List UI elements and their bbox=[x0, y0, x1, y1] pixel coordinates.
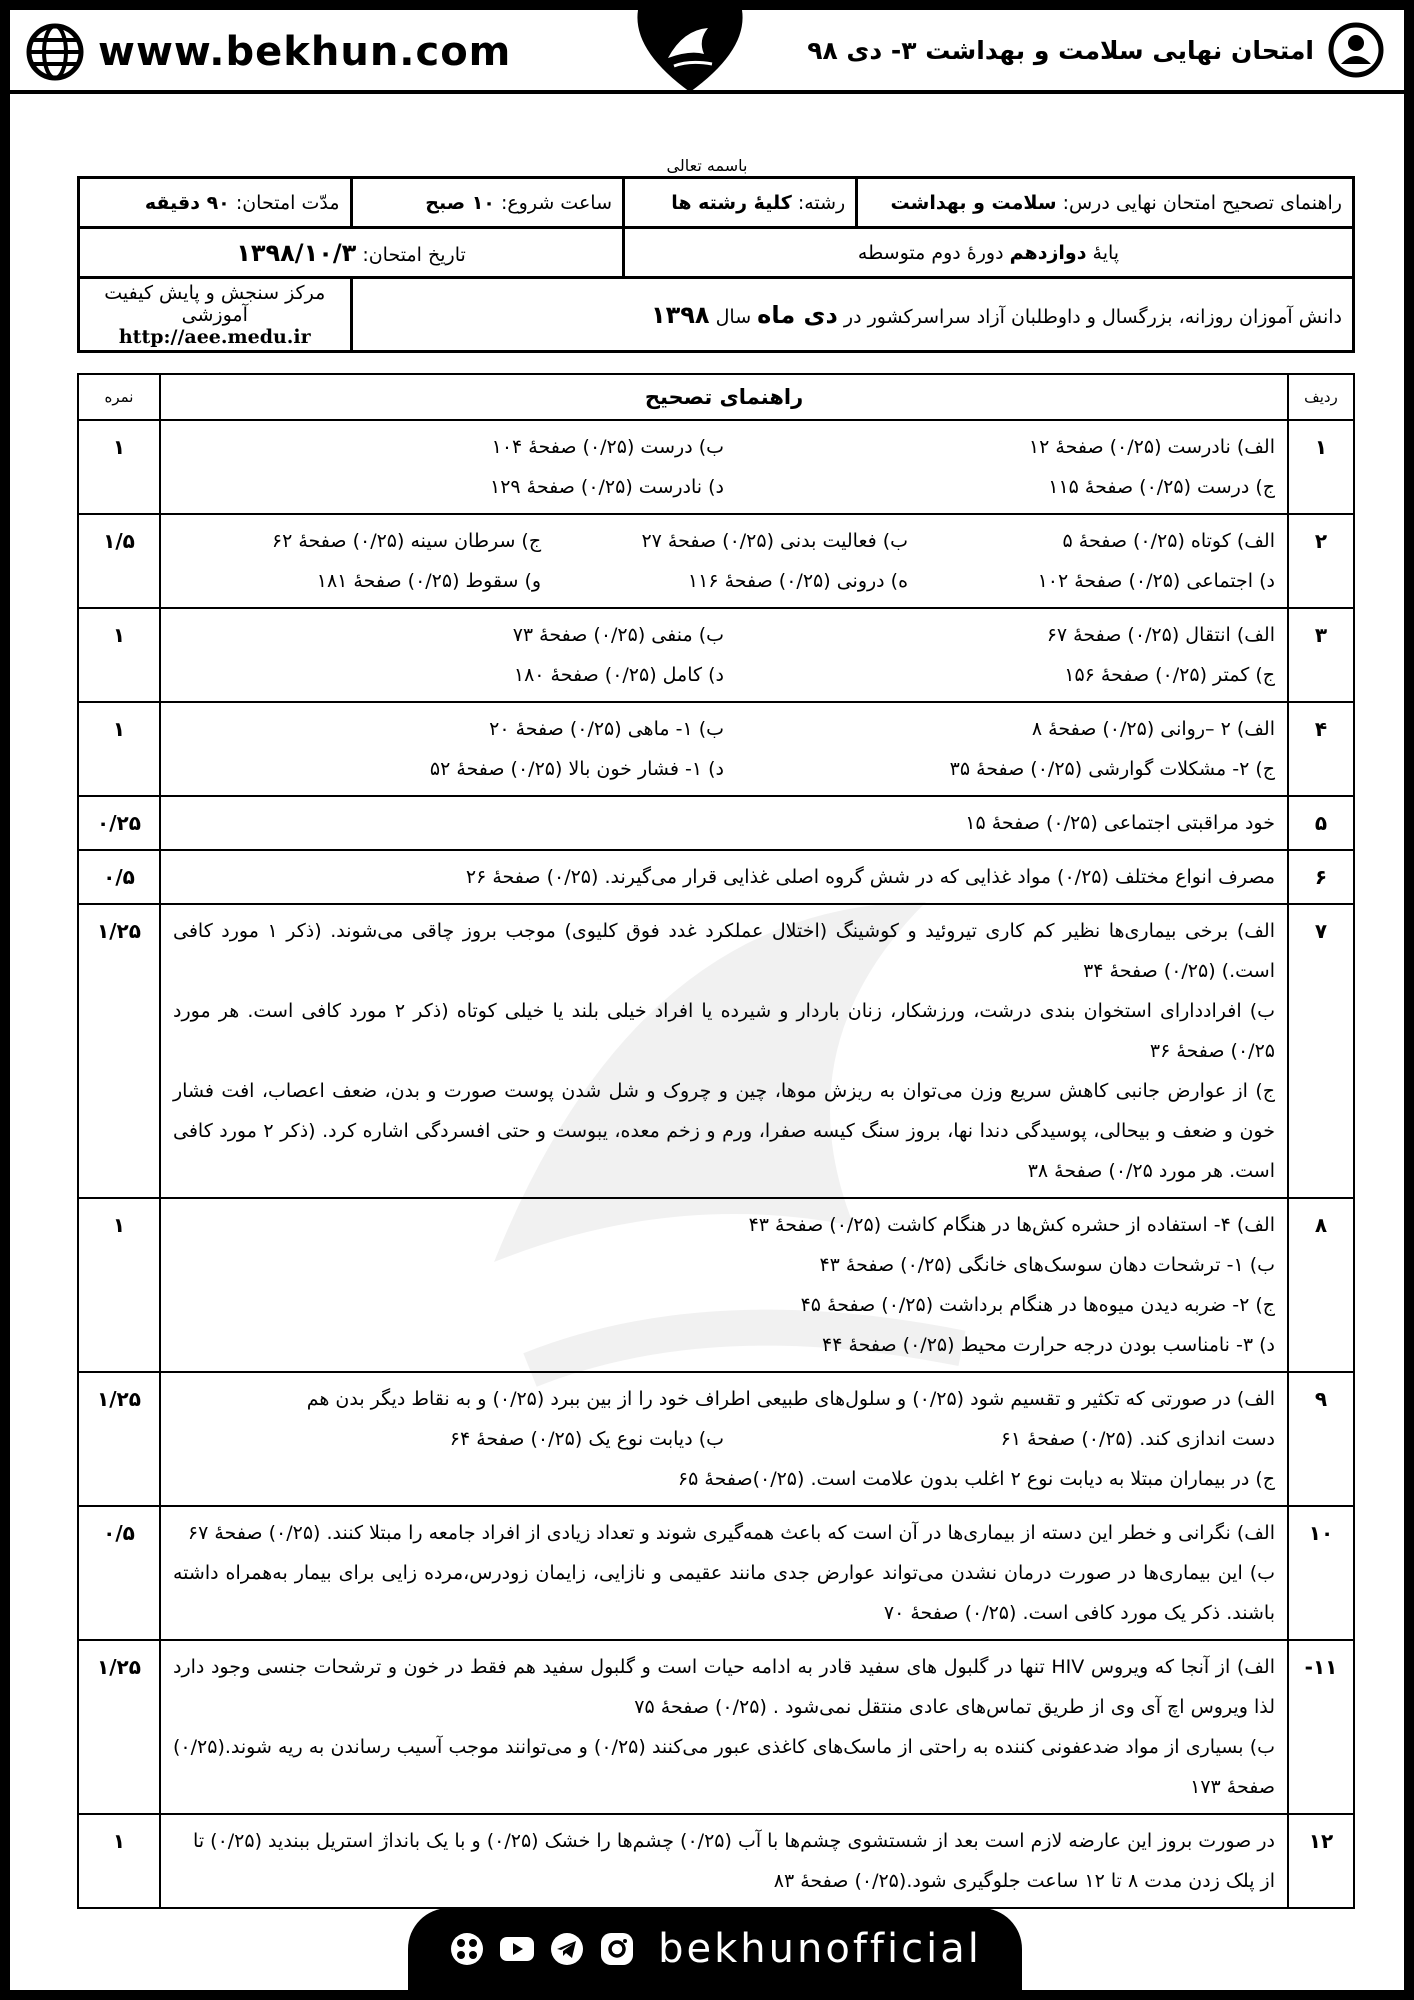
instagram-icon[interactable] bbox=[598, 1930, 636, 1968]
table-row bbox=[78, 702, 1354, 796]
table-row bbox=[78, 1506, 1354, 1640]
row-answer bbox=[160, 1198, 1288, 1372]
row-number: ۱ bbox=[1288, 420, 1354, 514]
row-score: ۱ bbox=[78, 702, 160, 796]
table-row bbox=[78, 1198, 1354, 1372]
row-answer bbox=[160, 608, 1288, 702]
duration-cell: مدّت امتحان: ۹۰ دقیقه bbox=[79, 178, 352, 228]
answer-part: الف) در صورتی که تکثیر و تقسیم شود (۰/۲۵) و سلول‌های طبیعی اطراف خود را از بین ببرد (۰/۲۵) و به نقاط دیگر بدن هم bbox=[306, 1388, 1275, 1410]
row-answer: مصرف انواع مختلف (۰/۲۵) مواد غذایی که در شش گروه اصلی غذایی قرار می‌گیرند. (۰/۲۵) صفحهٔ ۲۶ bbox=[160, 850, 1288, 904]
bismillah: باسمه تعالی bbox=[666, 156, 748, 175]
col-row-header: ردیف bbox=[1288, 374, 1354, 420]
row-score: ۱ bbox=[78, 420, 160, 514]
header-title: امتحان نهایی سلامت و بهداشت ۳- دی ۹۸ bbox=[807, 35, 1314, 65]
row-score: ۱/۵ bbox=[78, 514, 160, 608]
answer-part: ب) افراددارای استخوان بندی درشت، ورزشکار، زنان باردار و شیرده یا افراد خیلی بلند یا خیلی کوتاه (ذکر ۲ مورد کافی است. هر مورد ۰/۲۵) صفحهٔ ۳۶ bbox=[173, 1000, 1276, 1062]
row-number: ۵ bbox=[1288, 796, 1354, 850]
answer-part: الف) نگرانی و خطر این دسته از بیماری‌ها در آن است که باعث همه‌گیری شوند و تعداد زیادی از افراد جامعه را مبتلا کنند. (۰/۲۵) صفحهٔ ۶۷ bbox=[187, 1522, 1275, 1544]
col-score-header: نمره bbox=[78, 374, 160, 420]
answer-part: ب) ۱- ترشحات دهان سوسک‌های خانگی (۰/۲۵) صفحهٔ ۴۳ bbox=[819, 1254, 1275, 1276]
aparat-icon[interactable] bbox=[448, 1930, 486, 1968]
center-cell bbox=[79, 278, 352, 352]
row-answer bbox=[160, 702, 1288, 796]
row-answer bbox=[160, 514, 1288, 608]
grade-cell: پایهٔ دوازدهم دورهٔ دوم متوسطه bbox=[624, 228, 1354, 278]
start-time-cell: ساعت شروع: ۱۰ صبح bbox=[351, 178, 623, 228]
answer-part: ج) ۲- ضربه دیدن میوه‌ها در هنگام برداشت (۰/۲۵) صفحهٔ ۴۵ bbox=[800, 1294, 1275, 1316]
row-score: ۱/۲۵ bbox=[78, 1640, 160, 1814]
answer-table bbox=[77, 373, 1355, 1909]
answer-part: ج) سرطان سینه (۰/۲۵) صفحهٔ ۶۲ bbox=[271, 530, 542, 552]
row-number: ۹ bbox=[1288, 1372, 1354, 1506]
row-number: ۳ bbox=[1288, 608, 1354, 702]
table-row bbox=[78, 1640, 1354, 1814]
answer-part: ج) در بیماران مبتلا به دیابت نوع ۲ اغلب بدون علامت است. (۰/۲۵)صفحهٔ ۶۵ bbox=[677, 1468, 1275, 1490]
answer-part: ب) منفی (۰/۲۵) صفحهٔ ۷۳ bbox=[512, 624, 724, 646]
table-row bbox=[78, 420, 1354, 514]
answer-part: الف) برخی بیماری‌ها نظیر کم کاری تیروئید و کوشینگ (اختلال عملکرد غدد فوق کلیوی) موجب بروز چاقی می‌شوند. (ذکر ۱ مورد کافی است.) (۰/۲۵) صفحهٔ ۳۴ bbox=[173, 920, 1275, 982]
social-footer bbox=[408, 1908, 1022, 1990]
answer-part: د) اجتماعی (۰/۲۵) صفحهٔ ۱۰۲ bbox=[1037, 570, 1275, 592]
answer-part: ب) این بیماری‌ها در صورت درمان نشدن می‌تواند عوارض جدی مانند عقیمی و نازایی، زایمان زودرس،مرده زایی برای بیمار به‌همراه داشته باشند. ذکر یک مورد کافی است. (۰/۲۵) صفحهٔ ۷۰ bbox=[173, 1562, 1275, 1624]
row-number: ۱۱- bbox=[1288, 1640, 1354, 1814]
row-score: ۱/۲۵ bbox=[78, 1372, 160, 1506]
row-number: ۱۰ bbox=[1288, 1506, 1354, 1640]
answer-part: و) سقوط (۰/۲۵) صفحهٔ ۱۸۱ bbox=[316, 570, 542, 592]
row-number: ۸ bbox=[1288, 1198, 1354, 1372]
bekhun-logo[interactable] bbox=[628, 10, 752, 94]
table-row bbox=[78, 850, 1354, 904]
students-cell: دانش آموزان روزانه، بزرگسال و داوطلبان آزاد سراسرکشور در دی ماه سال ۱۳۹۸ bbox=[351, 278, 1353, 352]
answer-part: ب) دیابت نوع یک (۰/۲۵) صفحهٔ ۶۴ bbox=[449, 1428, 724, 1450]
center-name: مرکز سنجش و پایش کیفیت آموزشی bbox=[104, 281, 326, 326]
table-header-row bbox=[78, 374, 1354, 420]
row-answer bbox=[160, 420, 1288, 514]
social-handle[interactable]: bekhunofficial bbox=[658, 1926, 982, 1972]
row-score: ۰/۲۵ bbox=[78, 796, 160, 850]
row-number: ۶ bbox=[1288, 850, 1354, 904]
answer-part: د) کامل (۰/۲۵) صفحهٔ ۱۸۰ bbox=[513, 664, 724, 686]
table-row bbox=[78, 608, 1354, 702]
col-guide-header: راهنمای تصحیح bbox=[160, 374, 1288, 420]
table-row bbox=[78, 796, 1354, 850]
exam-info-table bbox=[77, 176, 1355, 353]
answer-part: الف) انتقال (۰/۲۵) صفحهٔ ۶۷ bbox=[1046, 624, 1275, 646]
header-title-group bbox=[807, 22, 1384, 78]
answer-part: ج) درست (۰/۲۵) صفحهٔ ۱۱۵ bbox=[1048, 476, 1275, 498]
field-cell: رشته: کلیهٔ رشته ها bbox=[624, 178, 857, 228]
site-header bbox=[10, 10, 1404, 94]
telegram-icon[interactable] bbox=[548, 1930, 586, 1968]
table-row bbox=[78, 514, 1354, 608]
table-row bbox=[78, 904, 1354, 1198]
row-score: ۰/۵ bbox=[78, 1506, 160, 1640]
row-answer bbox=[160, 1640, 1288, 1814]
answer-part: ج) ۲- مشکلات گوارشی (۰/۲۵) صفحهٔ ۳۵ bbox=[949, 758, 1275, 780]
answer-part: د) ۳- نامناسب بودن درجه حرارت محیط (۰/۲۵) صفحهٔ ۴۴ bbox=[821, 1334, 1275, 1356]
row-number: ۷ bbox=[1288, 904, 1354, 1198]
globe-icon bbox=[26, 23, 84, 81]
row-score: ۱ bbox=[78, 608, 160, 702]
row-answer bbox=[160, 904, 1288, 1198]
site-url[interactable]: www.bekhun.com bbox=[98, 29, 512, 75]
row-number: ۲ bbox=[1288, 514, 1354, 608]
date-cell: تاریخ امتحان: ۱۳۹۸/۱۰/۳ bbox=[79, 228, 624, 278]
course-cell: راهنمای تصحیح امتحان نهایی درس: سلامت و بهداشت bbox=[857, 178, 1354, 228]
row-answer bbox=[160, 1506, 1288, 1640]
user-icon[interactable] bbox=[1328, 22, 1384, 78]
answer-part: ب) فعالیت بدنی (۰/۲۵) صفحهٔ ۲۷ bbox=[641, 530, 909, 552]
answer-part: د) ۱- فشار خون بالا (۰/۲۵) صفحهٔ ۵۲ bbox=[429, 758, 724, 780]
row-number: ۴ bbox=[1288, 702, 1354, 796]
answer-part: ب) ۱- ماهی (۰/۲۵) صفحهٔ ۲۰ bbox=[489, 718, 724, 740]
row-score: ۱/۲۵ bbox=[78, 904, 160, 1198]
answer-part: د) نادرست (۰/۲۵) صفحهٔ ۱۲۹ bbox=[490, 476, 724, 498]
answer-part: الف) از آنجا که ویروس HIV تنها در گلبول های سفید قادر به ادامه حیات است و گلبول سفید هم فقط در خون و ترشحات جنسی وجود دارد لذا ویروس اچ آی وی از طریق تماس‌های عادی منتقل نمی‌شود . (۰/۲۵) صفحهٔ ۷۵ bbox=[173, 1656, 1275, 1718]
answer-part: دست اندازی کند. (۰/۲۵) صفحهٔ ۶۱ bbox=[1000, 1428, 1275, 1450]
center-url[interactable]: http://aee.medu.ir bbox=[118, 325, 311, 348]
answer-part: ب) درست (۰/۲۵) صفحهٔ ۱۰۴ bbox=[491, 436, 724, 458]
answer-part: الف) ۲ –روانی (۰/۲۵) صفحهٔ ۸ bbox=[1031, 718, 1275, 740]
row-number: ۱۲ bbox=[1288, 1814, 1354, 1908]
row-score: ۱ bbox=[78, 1198, 160, 1372]
row-answer bbox=[160, 1372, 1288, 1506]
answer-part: ج) کمتر (۰/۲۵) صفحهٔ ۱۵۶ bbox=[1064, 664, 1275, 686]
answer-part: ج) از عوارض جانبی کاهش سریع وزن می‌توان به ریزش موها، چین و چروک و شل شدن پوست صورت و بدن، ضعف اعصاب، افت فشار خون و ضعف و بیحالی، پوسیدگی دندا نها، بروز سنگ کیسه صفرا، ورم و زخم معده، یبوست و حتی افسردگی اشاره کرد. (ذکر ۲ مورد کافی است. هر مورد ۰/۲۵) صفحهٔ ۳۸ bbox=[173, 1080, 1275, 1182]
answer-part: ه) درونی (۰/۲۵) صفحهٔ ۱۱۶ bbox=[687, 570, 909, 592]
table-row bbox=[78, 1372, 1354, 1506]
exam-page bbox=[10, 10, 1404, 1990]
answer-part: الف) کوتاه (۰/۲۵) صفحهٔ ۵ bbox=[1062, 530, 1275, 552]
answer-part: ب) بسیاری از مواد ضدعفونی کننده به راحتی از ماسک‌های کاغذی عبور می‌کنند (۰/۲۵) و می‌توانند موجب آسیب رساندن به ریه شوند.(۰/۲۵) صفحهٔ ۱۷۳ bbox=[173, 1736, 1275, 1798]
youtube-icon[interactable] bbox=[498, 1930, 536, 1968]
table-row bbox=[78, 1814, 1354, 1908]
row-answer: خود مراقبتی اجتماعی (۰/۲۵) صفحهٔ ۱۵ bbox=[160, 796, 1288, 850]
row-score: ۱ bbox=[78, 1814, 160, 1908]
row-score: ۰/۵ bbox=[78, 850, 160, 904]
row-answer: در صورت بروز این عارضه لازم است بعد از شستشوی چشم‌ها با آب (۰/۲۵) چشم‌ها را خشک (۰/۲۵) و با یک بانداژ استریل ببندید (۰/۲۵) تا از پلک زدن مدت ۸ تا ۱۲ ساعت جلوگیری شود.(۰/۲۵) صفحهٔ ۸۳ bbox=[160, 1814, 1288, 1908]
answer-part: الف) نادرست (۰/۲۵) صفحهٔ ۱۲ bbox=[1028, 436, 1275, 458]
answer-part: الف) ۴- استفاده از حشره کش‌ها در هنگام کاشت (۰/۲۵) صفحهٔ ۴۳ bbox=[748, 1214, 1275, 1236]
header-site-group bbox=[26, 24, 511, 80]
